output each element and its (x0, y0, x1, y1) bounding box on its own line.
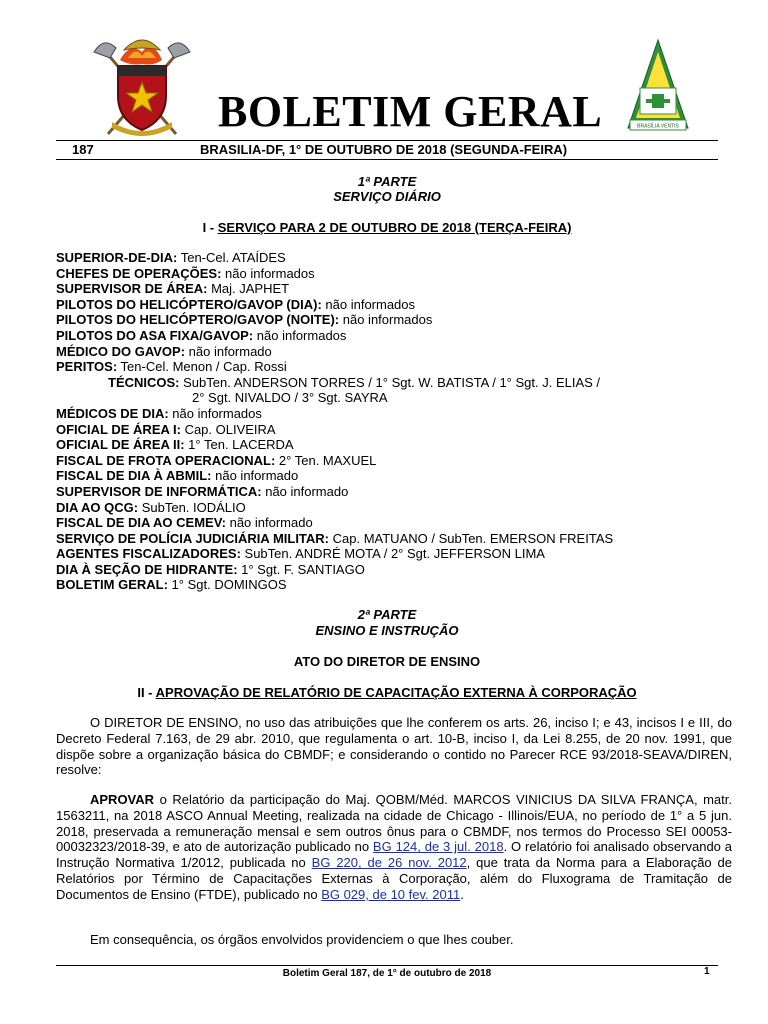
approve-keyword: APROVAR (90, 792, 155, 807)
duty-label: OFICIAL DE ÁREA II: (56, 437, 185, 453)
duty-row (56, 328, 613, 344)
footer-text: Boletim Geral 187, de 1° de outubro de 2018 (282, 968, 492, 979)
duty-row (56, 562, 613, 578)
duty-row (56, 422, 613, 438)
duty-value: não informado (261, 483, 349, 499)
page-number: 1 (704, 966, 710, 977)
page-title: BOLETIM GERAL (218, 87, 603, 136)
bg-220-link[interactable]: BG 220, de 26 nov. 2012 (311, 855, 467, 871)
duty-row (56, 375, 613, 391)
duty-label: SUPERVISOR DE ÁREA: (56, 281, 208, 297)
duty-row (56, 390, 613, 406)
edition-date: BRASILIA-DF, 1° DE OUTUBRO DE 2018 (SEGUNDA-FEIRA) (200, 142, 568, 157)
duty-row (56, 359, 613, 375)
duty-label: MÉDICO DO GAVOP: (56, 343, 186, 359)
duty-label: TÉCNICOS: (108, 374, 180, 390)
section-title-text: SERVIÇO PARA 2 DE OUTUBRO DE 2018 (TERÇA-FEIRA) (217, 220, 572, 235)
duty-row (56, 250, 613, 266)
duty-row (56, 266, 613, 282)
section-prefix: I - (202, 220, 218, 235)
approval-text-4: . (460, 886, 464, 902)
duty-row (56, 453, 613, 469)
duty-label: PILOTOS DO ASA FIXA/GAVOP: (56, 327, 254, 343)
footer-rule (56, 965, 718, 966)
part2-subheading: ENSINO E INSTRUÇÃO (315, 623, 459, 638)
duty-label: SUPERIOR-DE-DIA: (56, 250, 178, 265)
bg-124-link[interactable]: BG 124, de 3 jul. 2018 (372, 839, 504, 855)
paragraph-consequence: Em consequência, os órgãos envolvidos providenciem o que lhes couber. (90, 932, 514, 947)
header-rule-bottom (56, 159, 718, 160)
duty-row (56, 406, 613, 422)
duty-value: não informados (253, 327, 347, 343)
duty-row (56, 546, 613, 562)
duty-value: não informados (168, 405, 262, 421)
edition-number: 187 (72, 142, 94, 157)
part1-subheading: SERVIÇO DIÁRIO (333, 189, 441, 204)
motto-text: BRASÍLIA VENTIS (637, 123, 679, 130)
duty-value: SubTen. ANDERSON TORRES / 1° Sgt. W. BATISTA / 1° Sgt. J. ELIAS / (179, 374, 601, 390)
duty-row (56, 297, 613, 313)
duty-row (56, 468, 613, 484)
duty-value: Ten-Cel. ATAÍDES (177, 250, 286, 265)
duty-label: OFICIAL DE ÁREA I: (56, 421, 181, 437)
duty-value: SubTen. ANDRÉ MOTA / 2° Sgt. JEFFERSON LIMA (240, 546, 545, 562)
duty-row (56, 437, 613, 453)
duty-value: 2° Sgt. NIVALDO / 3° Sgt. SAYRA (192, 390, 388, 406)
duty-row (56, 484, 613, 500)
duty-row (56, 281, 613, 297)
duty-label: CHEFES DE OPERAÇÕES: (56, 265, 222, 281)
duty-value: Cap. MATUANO / SubTen. EMERSON FREITAS (329, 530, 614, 546)
duty-value: Ten-Cel. Menon / Cap. Rossi (117, 359, 287, 375)
section-title-text: APROVAÇÃO DE RELATÓRIO DE CAPACITAÇÃO EXTERNA À CORPORAÇÃO (155, 685, 637, 700)
approval-text-2: . O relatório foi analisado observando a Instrução Normativa 1/2012, publicada no (56, 839, 732, 871)
duty-label: DIA AO QCG: (56, 499, 139, 515)
duty-value: não informado (225, 515, 313, 531)
distrito-federal-flag-emblem-icon (626, 38, 690, 134)
duty-value: 1° Ten. LACERDA (184, 437, 294, 453)
duty-row (56, 500, 613, 516)
duty-value: Maj. JAPHET (207, 281, 290, 297)
part1-section-title (56, 220, 718, 235)
duty-value: não informado (211, 468, 299, 484)
duty-value: não informados (339, 312, 433, 328)
paragraph-preamble: O DIRETOR DE ENSINO, no uso das atribuições que lhe conferem os arts. 26, inciso I; e 43, incisos I e III, do Decreto Federal 7.163, de 29 abr. 2010, que regulamenta o art. 10-B, inciso I, da Lei 8.255, de 20 nov. 1991, que dispõe sobre a organização básica do CBMDF; e considerando o contido no Parecer RCE 93/2018-SEAVA/DIREN, resolve: (56, 715, 732, 778)
duty-label: FISCAL DE FROTA OPERACIONAL: (56, 452, 276, 468)
duty-row (56, 344, 613, 360)
approval-text-1: o Relatório da participação do Maj. QOBM/Méd. MARCOS VINICIUS DA SILVA FRANÇA, matr. 1563211, na 2018 ASCO Annual Meeting, realizada na cidade de Chicago - Illinois/EUA, no período de 1° a 5 jun. 2018, preservada a remuneração mensal e sem outros ônus para o CBMDF, nos termos do Processo SEI 00053-00032323/2018-39, e ato de autorização publicado no (56, 792, 732, 855)
paragraph-approval (56, 792, 732, 903)
duty-label: SERVIÇO DE POLÍCIA JUDICIÁRIA MILITAR: (56, 530, 330, 546)
duty-label: PERITOS: (56, 359, 118, 375)
duty-row (56, 515, 613, 531)
duty-row (56, 577, 613, 593)
duty-label: SUPERVISOR DE INFORMÁTICA: (56, 483, 262, 499)
duty-label: BOLETIM GERAL: (56, 577, 168, 593)
duty-value: SubTen. IODÁLIO (138, 499, 246, 515)
duty-label: AGENTES FISCALIZADORES: (56, 546, 241, 562)
part2-section-title (56, 685, 718, 700)
duty-label: PILOTOS DO HELICÓPTERO/GAVOP (DIA): (56, 296, 322, 312)
approval-text-3: , que trata da Norma para a Elaboração de Relatórios por Término de Capacitações Externas à Corporação, além do Fluxograma de Tramitação de Documentos de Ensino (FTDE), publicado no (56, 855, 733, 902)
duty-label: FISCAL DE DIA À ABMIL: (56, 468, 212, 484)
part2-heading: 2ª PARTE (357, 607, 417, 622)
duty-value: 1° Sgt. DOMINGOS (167, 577, 287, 593)
duty-roster-list (56, 250, 613, 593)
duty-label: PILOTOS DO HELICÓPTERO/GAVOP (NOITE): (56, 312, 340, 328)
duty-value: não informados (221, 265, 315, 281)
part1-heading: 1ª PARTE (357, 174, 417, 189)
bg-029-link[interactable]: BG 029, de 10 fev. 2011 (321, 886, 461, 902)
act-title: ATO DO DIRETOR DE ENSINO (293, 654, 481, 669)
section-prefix: II - (137, 685, 156, 700)
cbmdf-coat-of-arms-icon (90, 30, 194, 138)
duty-value: não informados (321, 296, 416, 312)
header-rule-top (56, 140, 718, 141)
duty-row (56, 312, 613, 328)
duty-label: MÉDICOS DE DIA: (56, 405, 169, 421)
duty-label: DIA À SEÇÃO DE HIDRANTE: (56, 561, 238, 577)
duty-label: FISCAL DE DIA AO CEMEV: (56, 515, 226, 531)
duty-value: Cap. OLIVEIRA (180, 421, 276, 437)
duty-value: não informado (185, 343, 272, 359)
duty-row (56, 531, 613, 547)
duty-value: 2° Ten. MAXUEL (275, 452, 377, 468)
duty-value: 1° Sgt. F. SANTIAGO (237, 561, 365, 577)
